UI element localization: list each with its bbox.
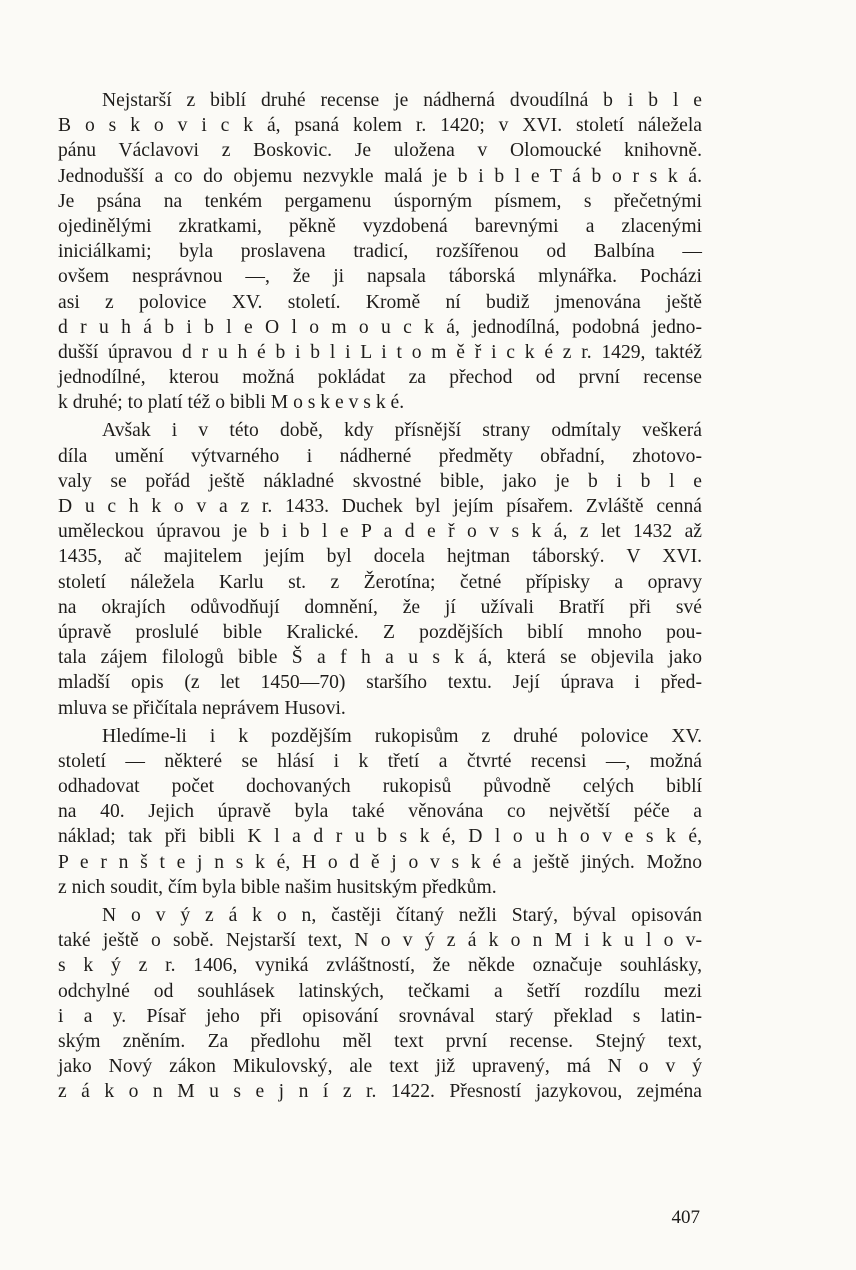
text-line: Jednodušší a co do objemu nezvykle malá je b i b l e T á b o r s k á. — [58, 165, 702, 187]
text-line: mluva se přičítala neprávem Husovi. — [58, 697, 346, 719]
text-line: iniciálkami; byla proslavena tradicí, rozšířenou od Balbína — — [58, 241, 702, 263]
text-line: 1435, ač majitelem jejím byl docela hejtman táborský. V XVI. — [58, 546, 702, 568]
text-line: valy se pořád ještě nákladné skvostné bible, jako je b i b l e — [58, 470, 702, 492]
text-line: na okrajích odůvodňují domnění, že jí užívali Bratří při své — [58, 596, 702, 618]
page-body — [58, 88, 702, 1105]
text-line: pánu Václavovi z Boskovic. Je uložena v Olomoucké knihovně. — [58, 140, 702, 162]
text-line: ojedinělými zkratkami, pěkně vyzdobená barevnými a zlacenými — [58, 215, 702, 237]
text-line: jako Nový zákon Mikulovský, ale text již upravený, má N o v ý — [58, 1056, 702, 1078]
text-line: B o s k o v i c k á, psaná kolem r. 1420; v XVI. století náležela — [58, 115, 702, 137]
text-line: jednodílné, kterou možná pokládat za přechod od první recense — [58, 367, 702, 389]
paragraph — [58, 88, 702, 415]
text-line: i a y. Písař jeho při opisování srovnával starý překlad s latin- — [58, 1005, 702, 1027]
text-line: N o v ý z á k o n, častěji čítaný nežli Starý, býval opisován — [102, 905, 702, 926]
page-number: 407 — [671, 1207, 700, 1228]
text-line: odhadovat počet dochovaných rukopisů původně celých biblí — [58, 776, 702, 798]
text-line: z nich soudit, čím byla bible našim husitským předkům. — [58, 876, 497, 898]
text-line: s k ý z r. 1406, vyniká zvláštností, že někde označuje souhlásky, — [58, 955, 702, 977]
text-line: Nejstarší z biblí druhé recense je nádherná dvoudílná b i b l e — [102, 90, 702, 111]
text-line: tala zájem filologů bible Š a f h a u s k á, která se objevila jako — [58, 647, 702, 669]
text-line: století — některé se hlásí i k třetí a čtvrté recensi —, možná — [58, 750, 702, 772]
text-line: Hledíme-li i k pozdějším rukopisům z druhé polovice XV. — [102, 725, 702, 747]
text-line: díla umění výtvarného i nádherné předměty obřadní, zhotovo- — [58, 445, 702, 467]
text-line: také ještě o sobě. Nejstarší text, N o v ý z á k o n M i k u l o v- — [58, 930, 702, 952]
text-line: úpravě proslulé bible Kralické. Z pozdějších biblí mnoho pou- — [58, 621, 702, 643]
paragraph — [58, 724, 702, 900]
text-line: na 40. Jejich úpravě byla také věnována co největší péče a — [58, 801, 702, 823]
text-line: náklad; tak při bibli K l a d r u b s k é, D l o u h o v e s k é, — [58, 826, 702, 848]
text-line: z á k o n M u s e j n í z r. 1422. Přesností jazykovou, zejména — [58, 1081, 702, 1103]
text-line: odchylné od souhlásek latinských, tečkami a šetří rozdílu mezi — [58, 980, 702, 1002]
text-line: D u c h k o v a z r. 1433. Duchek byl jejím písařem. Zvláště cenná — [58, 496, 702, 517]
text-line: Je psána na tenkém pergamenu úsporným písmem, s přečetnými — [58, 190, 702, 212]
paragraph — [58, 418, 702, 720]
text-line: ským zněním. Za předlohu měl text první recense. Stejný text, — [58, 1030, 702, 1052]
text-line: ovšem nesprávnou —, že ji napsala táborská mlynářka. Pocházi — [58, 266, 702, 288]
paragraph — [58, 903, 702, 1105]
text-line: dušší úpravou d r u h é b i b l i L i t o m ě ř i c k é z r. 1429, taktéž — [58, 341, 702, 363]
text-line: mladší opis (z let 1450—70) staršího textu. Její úprava i před- — [58, 672, 702, 694]
text-line: P e r n š t e j n s k é, H o d ě j o v s k é a ještě jiných. Možno — [58, 851, 702, 873]
text-line: uměleckou úpravou je b i b l e P a d e ř o v s k á, z let 1432 až — [58, 521, 702, 543]
text-line: k druhé; to platí též o bibli M o s k e v s k é. — [58, 392, 405, 414]
text-line: Avšak i v této době, kdy přísnější strany odmítaly veškerá — [102, 420, 702, 442]
text-line: století náležela Karlu st. z Žerotína; četné přípisky a opravy — [58, 571, 702, 593]
text-column — [58, 88, 702, 1105]
text-line: d r u h á b i b l e O l o m o u c k á, jednodílná, podobná jedno- — [58, 316, 702, 338]
text-line: asi z polovice XV. století. Kromě ní budiž jmenována ještě — [58, 291, 702, 313]
